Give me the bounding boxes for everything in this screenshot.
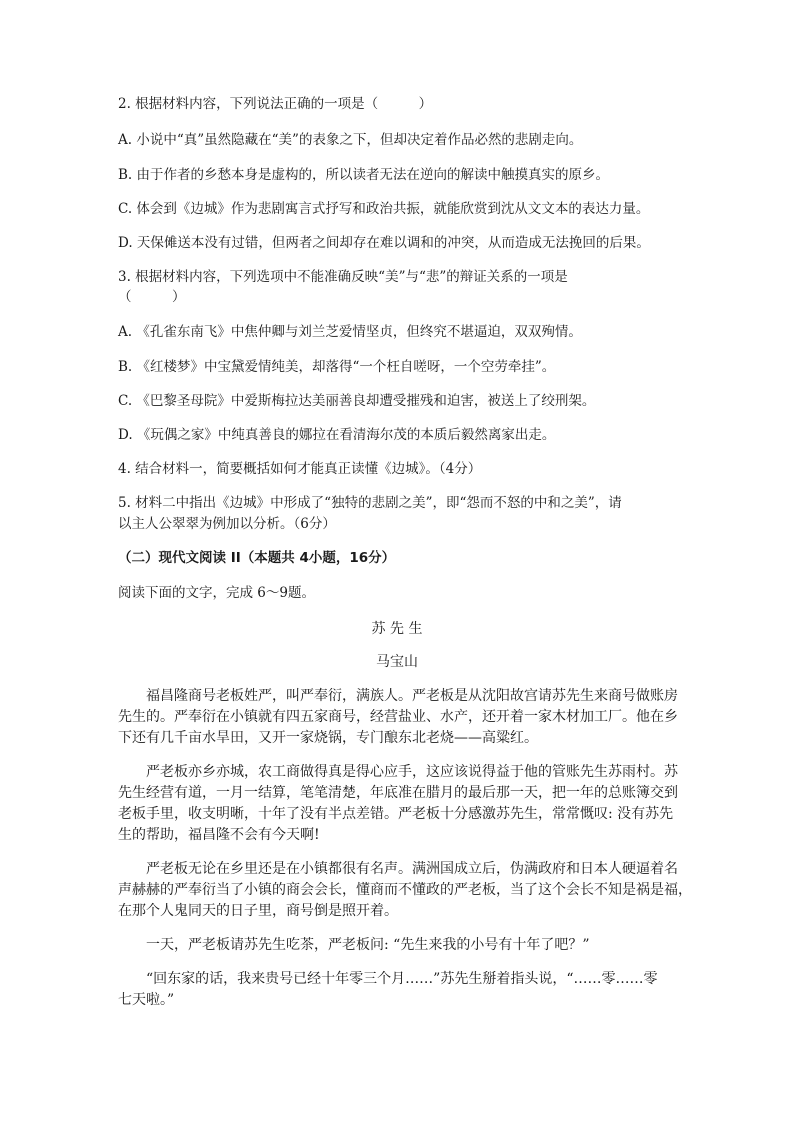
story-author: 马宝山 — [376, 654, 418, 670]
story-paragraph-2-line-3: 老板手里，收支明晰，十年了没有半点差错。严老板十分感激苏先生，常常慨叹: 没有苏先 — [118, 806, 674, 822]
question-4: 4. 结合材料一，简要概括如何才能真正读懂《边城》。（4分） — [118, 461, 482, 477]
question-5-line-2: 以主人公翠翠为例加以分析。（6分） — [118, 516, 336, 532]
question-3-stem-blank: （ ） — [118, 289, 186, 305]
story-paragraph-2-line-2: 先生经营有道，一月一结算，笔笔清楚，年底准在腊月的最后那一天，把一年的总账簿交到 — [118, 785, 678, 801]
question-3-option-a: A. 《孔雀东南飞》中焦仲卿与刘兰芝爱情坚贞，但终究不堪逼迫，双双殉情。 — [118, 324, 582, 340]
story-paragraph-2-line-1: 严老板亦乡亦城，农工商做得真是得心应手，这应该说得益于他的管账先生苏雨村。苏 — [146, 764, 678, 780]
question-2-option-c: C. 体会到《边城》作为悲剧寓言式抒写和政治共振，就能欣赏到沈从文文本的表达力量。 — [118, 201, 650, 217]
question-2-option-d: D. 天保傩送本没有过错，但两者之间却存在难以调和的冲突，从而造成无法挽回的后果。 — [118, 235, 650, 251]
question-2-option-b: B. 由于作者的乡愁本身是虚构的，所以读者无法在逆向的解读中触摸真实的原乡。 — [118, 167, 610, 183]
question-3-option-c: C. 《巴黎圣母院》中爱斯梅拉达美丽善良却遭受摧残和迫害，被送上了绞刑架。 — [118, 393, 596, 409]
story-paragraph-4: 一天，严老板请苏先生吃茶，严老板问: “先生来我的小号有十年了吧？” — [146, 937, 590, 953]
story-paragraph-3-line-1: 严老板无论在乡里还是在小镇都很有名声。满洲国成立后，伪满政府和日本人硬逼着名 — [146, 861, 678, 877]
question-3-option-b: B. 《红楼梦》中宝黛爱情纯美，却落得“一个枉自嗟呀，一个空劳牵挂”。 — [118, 359, 556, 375]
story-paragraph-1-line-1: 福昌隆商号老板姓严，叫严奉衍，满族人。严老板是从沈阳故宫请苏先生来商号做账房 — [146, 688, 678, 704]
story-paragraph-2-line-4: 生的帮助，福昌隆不会有今天啊! — [118, 827, 320, 843]
section-heading: （二）现代文阅读 II（本题共 4小题，16分） — [118, 550, 396, 566]
story-title: 苏 先 生 — [371, 621, 423, 637]
question-2-stem: 2. 根据材料内容，下列说法正确的一项是（ ） — [118, 96, 433, 112]
story-paragraph-3-line-3: 在那个人鬼同天的日子里，商号倒是照开着。 — [118, 903, 398, 919]
story-paragraph-5-line-2: 七天啦。” — [118, 992, 175, 1008]
question-2-option-a: A. 小说中“真”虽然隐藏在“美”的表象之下，但却决定着作品必然的悲剧走向。 — [118, 132, 583, 148]
question-3-option-d: D. 《玩偶之家》中纯真善良的娜拉在看清海尔茂的本质后毅然离家出走。 — [118, 427, 556, 443]
story-paragraph-5-line-1: “回东家的话，我来贵号已经十年零三个月……”苏先生掰着指头说，“……零……零 — [146, 971, 658, 987]
question-3-stem: 3. 根据材料内容，下列选项中不能准确反映“美”与“悲”的辩证关系的一项是 — [118, 269, 568, 285]
question-5-line-1: 5. 材料二中指出《边城》中形成了“独特的悲剧之美”，即“怨而不怒的中和之美”，请 — [118, 495, 622, 511]
story-paragraph-1-line-3: 下还有几千亩水旱田，又开一家烧锅，专门酿东北老烧——高粱红。 — [118, 730, 538, 746]
reading-instruction: 阅读下面的文字，完成 6～9题。 — [118, 585, 315, 601]
story-paragraph-1-line-2: 先生的。严奉衍在小镇就有四五家商号，经营盐业、水产，还开着一家木材加工厂。他在乡 — [118, 709, 678, 725]
story-paragraph-3-line-2: 声赫赫的严奉衍当了小镇的商会会长，懂商而不懂政的严老板，当了这个会长不知是祸是福， — [118, 882, 692, 898]
